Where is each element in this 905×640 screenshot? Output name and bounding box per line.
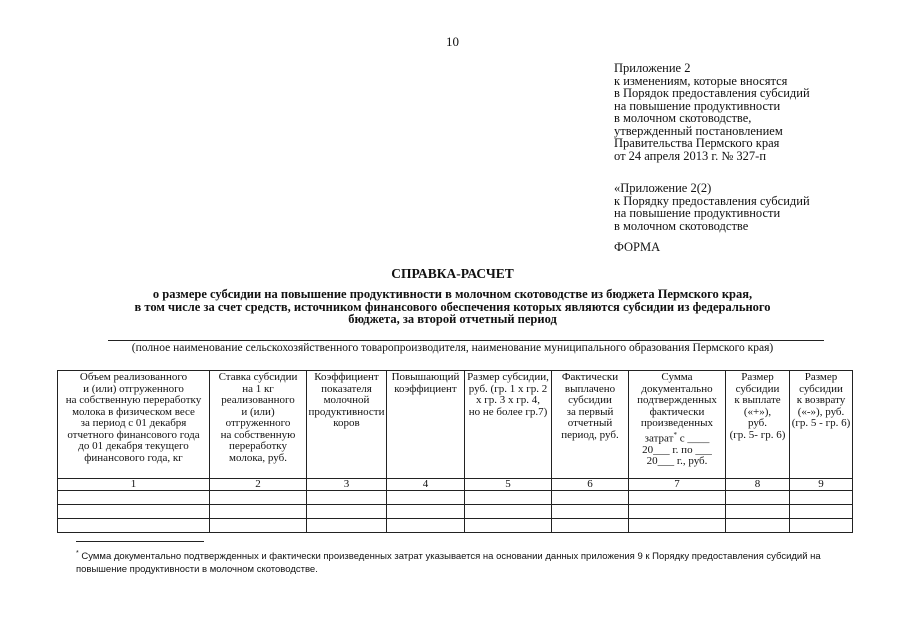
empty-cell (790, 519, 853, 533)
header-cell: Фактически выплачено субсидии за первый отчетный период, руб. (552, 371, 629, 479)
form-label: ФОРМА (614, 240, 661, 254)
appendix-2-line: на повышение продуктивности (614, 206, 781, 220)
empty-cell (58, 505, 210, 519)
footnote-mark: * (76, 550, 79, 557)
empty-cell (210, 519, 307, 533)
subtitle-line: бюджета, за второй отчетный период (348, 312, 557, 326)
appendix-reference (614, 62, 810, 162)
header-cell: Сумма документально подтвержденных фактически произведенных затрат* с ____ 20___ г. по ___ 20___ г., руб. (629, 371, 726, 479)
producer-name-caption: (полное наименование сельскохозяйственного товаропроизводителя, наименование муниципального образования Пермского края) (131, 342, 774, 354)
appendix-line: Правительства Пермского края (614, 136, 780, 150)
header-cell: Ставка субсидии на 1 кг реализованного и (или) отгруженного на собственную переработку молока, руб. (210, 371, 307, 479)
empty-cell (58, 519, 210, 533)
empty-cell (307, 491, 387, 505)
column-number: 3 (307, 479, 387, 491)
empty-cell (726, 519, 790, 533)
appendix-2-line: «Приложение 2(2) (614, 181, 712, 195)
column-number: 2 (210, 479, 307, 491)
column-number-row (58, 479, 853, 491)
subtitle-line: в том числе за счет средств, источником финансового обеспечения которых являются субсидии из федерального (134, 299, 771, 314)
header-row (58, 371, 853, 479)
footnote (76, 548, 856, 576)
empty-cell (387, 491, 465, 505)
appendix-line: от 24 апреля 2013 г. № 327-п (614, 148, 767, 163)
empty-cell (726, 505, 790, 519)
column-number: 5 (465, 479, 552, 491)
footnote-divider (76, 541, 204, 542)
empty-cell (552, 519, 629, 533)
empty-cell (307, 519, 387, 533)
empty-cell (210, 505, 307, 519)
appendix-2-line: к Порядку предоставления субсидий (614, 193, 810, 208)
empty-cell (210, 491, 307, 505)
empty-cell (790, 491, 853, 505)
empty-cell (387, 519, 465, 533)
empty-row (58, 491, 853, 505)
header-cell: Размер субсидии к выплате («+»), руб. (гр. 5- гр. 6) (726, 371, 790, 479)
header-cell: Размер субсидии к возврату («-»), руб. (гр. 5 - гр. 6) (790, 371, 853, 479)
empty-cell (726, 491, 790, 505)
header-cell: Размер субсидии, руб. (гр. 1 х гр. 2 х гр. 3 х гр. 4, но не более гр.7) (465, 371, 552, 479)
empty-cell (629, 491, 726, 505)
empty-cell (552, 491, 629, 505)
header-cell: Повышающий коэффициент (387, 371, 465, 479)
appendix-line: Приложение 2 (614, 61, 691, 75)
document-title: СПРАВКА-РАСЧЕТ (391, 266, 514, 281)
empty-cell (629, 505, 726, 519)
page-number: 10 (446, 34, 459, 49)
appendix-2-reference (614, 182, 810, 232)
empty-row (58, 505, 853, 519)
empty-cell (387, 505, 465, 519)
column-number: 7 (629, 479, 726, 491)
footnote-text: Сумма документально подтвержденных и фактически произведенных затрат указывается на основании данных приложения 9 к Порядку предоставления субсидий на повышение продуктивности в молочном скотоводстве. (76, 551, 821, 575)
appendix-line: утвержденный постановлением (614, 123, 783, 138)
subtitle-line: о размере субсидии на повышение продуктивности в молочном скотоводстве из бюджета Пермского края, (152, 287, 753, 301)
appendix-2-line: в молочном скотоводстве (614, 218, 749, 233)
column-number: 8 (726, 479, 790, 491)
appendix-line: в молочном скотоводстве, (614, 111, 752, 125)
column-number: 4 (387, 479, 465, 491)
producer-name-line (108, 340, 824, 341)
calculation-table (57, 370, 853, 533)
empty-cell (307, 505, 387, 519)
appendix-line: на повышение продуктивности (614, 98, 781, 113)
empty-cell (465, 519, 552, 533)
empty-cell (629, 519, 726, 533)
document-subtitle (40, 288, 865, 326)
column-number: 6 (552, 479, 629, 491)
empty-cell (465, 505, 552, 519)
column-number: 9 (790, 479, 853, 491)
appendix-line: к изменениям, которые вносятся (614, 73, 788, 88)
empty-cell (790, 505, 853, 519)
empty-row (58, 519, 853, 533)
footnote-mark: * (673, 430, 677, 439)
appendix-line: в Порядок предоставления субсидий (614, 86, 810, 100)
empty-cell (465, 491, 552, 505)
empty-cell (552, 505, 629, 519)
column-number: 1 (58, 479, 210, 491)
header-cell: Объем реализованного и (или) отгруженного на собственную переработку молока в физическом весе за период с 01 декабря отчетного финансового года до 01 декабря текущего финансового года, кг (58, 371, 210, 479)
header-cell: Коэффициент показателя молочной продуктивности коров (307, 371, 387, 479)
empty-cell (58, 491, 210, 505)
